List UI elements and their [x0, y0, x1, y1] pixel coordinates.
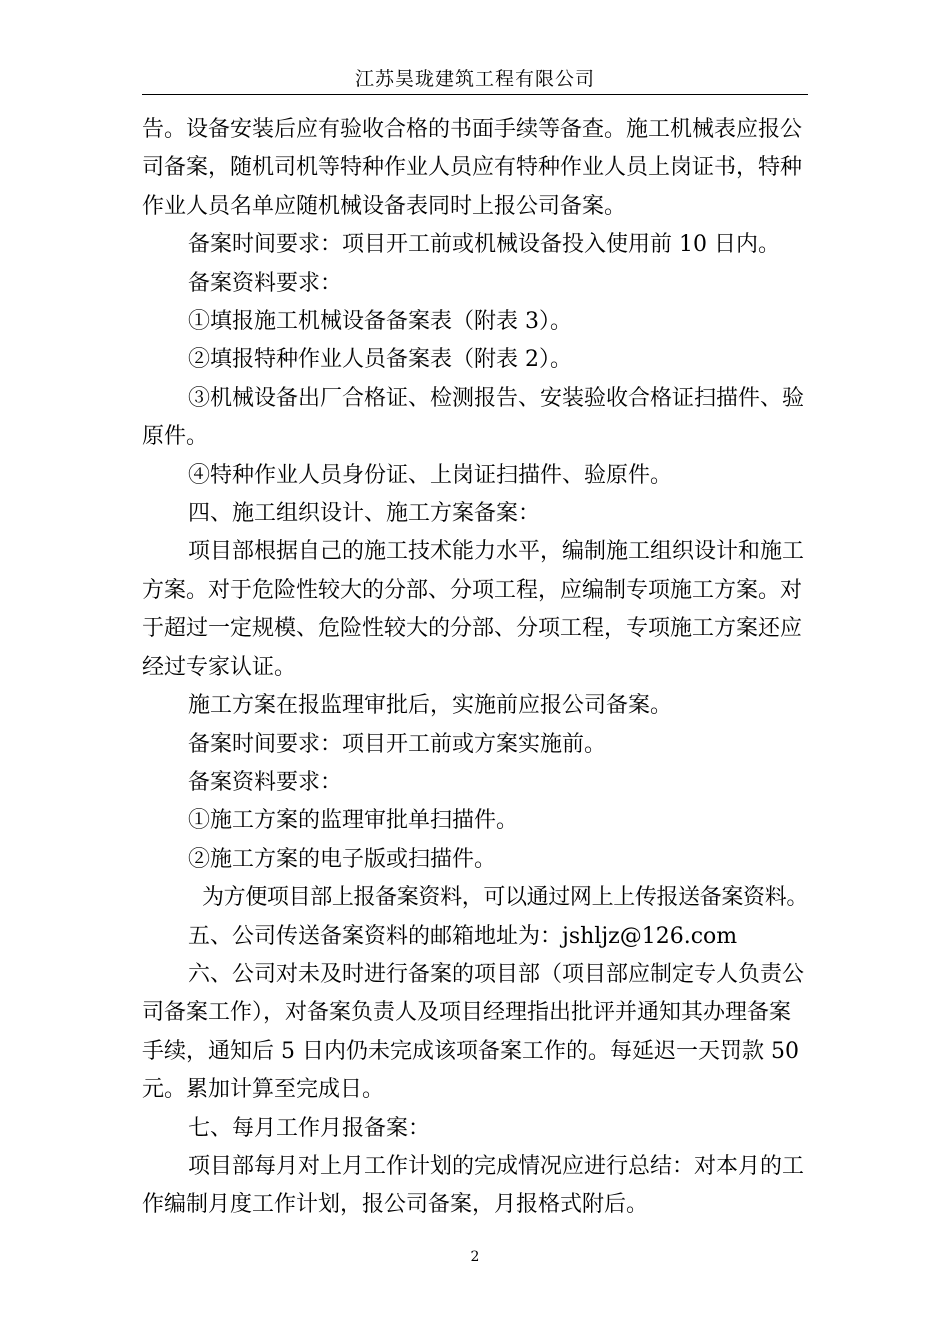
section-heading: 四、施工组织设计、施工方案备案： — [188, 501, 541, 527]
text-line: 为方便项目部上报备案资料，可以通过网上上传报送备案资料。 — [202, 885, 808, 911]
text-line: ③机械设备出厂合格证、检测报告、安装验收合格证扫描件、验 — [188, 385, 805, 411]
section-heading: 六、公司对未及时进行备案的项目部（项目部应制定专人负责公 — [188, 961, 805, 987]
text-line: 作业人员名单应随机械设备表同时上报公司备案。 — [142, 193, 627, 219]
text-line: ④特种作业人员身份证、上岗证扫描件、验原件。 — [188, 462, 673, 488]
text-line: 备案资料要求： — [188, 270, 343, 296]
text-line: 施工方案在报监理审批后，实施前应报公司备案。 — [188, 693, 673, 719]
text-line: 方案。对于危险性较大的分部、分项工程，应编制专项施工方案。对 — [142, 577, 803, 603]
text-line: 作编制月度工作计划，报公司备案，月报格式附后。 — [142, 1192, 649, 1218]
text-line: ②施工方案的电子版或扫描件。 — [188, 846, 497, 872]
text-line: 备案时间要求：项目开工前或方案实施前。 — [188, 731, 607, 757]
text-line: 项目部每月对上月工作计划的完成情况应进行总结：对本月的工 — [188, 1153, 805, 1179]
body-text — [142, 111, 808, 1225]
text-line: 元。累加计算至完成日。 — [142, 1077, 385, 1103]
text-line: 告。设备安装后应有验收合格的书面手续等备查。施工机械表应报公 — [142, 117, 803, 142]
text-line: ②填报特种作业人员备案表（附表 2）。 — [188, 347, 572, 373]
text-line: ①施工方案的监理审批单扫描件。 — [188, 808, 519, 834]
section-heading: 五、公司传送备案资料的邮箱地址为：jshljz@126.com — [188, 923, 738, 949]
text-line: 于超过一定规模、危险性较大的分部、分项工程，专项施工方案还应 — [142, 616, 803, 642]
company-header: 江苏昊珑建筑工程有限公司 — [354, 68, 595, 90]
text-line: 项目部根据自己的施工技术能力水平，编制施工组织设计和施工 — [188, 539, 805, 565]
text-line: 司备案工作），对备案负责人及项目经理指出批评并通知其办理备案 — [142, 1000, 792, 1026]
header-rule — [142, 94, 808, 95]
page-number: 2 — [470, 1249, 480, 1265]
text-line: ①填报施工机械设备备案表（附表 3）。 — [188, 309, 572, 335]
text-line: 原件。 — [142, 424, 209, 450]
text-line: 经过专家认证。 — [142, 654, 297, 680]
text-line: 备案时间要求：项目开工前或机械设备投入使用前 10 日内。 — [188, 232, 780, 258]
text-line: 手续，通知后 5 日内仍未完成该项备案工作的。每延迟一天罚款 50 — [142, 1038, 799, 1064]
text-line: 司备案，随机司机等特种作业人员应有特种作业人员上岗证书，特种 — [142, 155, 803, 181]
section-heading: 七、每月工作月报备案： — [188, 1115, 431, 1141]
text-line: 备案资料要求： — [188, 769, 343, 795]
